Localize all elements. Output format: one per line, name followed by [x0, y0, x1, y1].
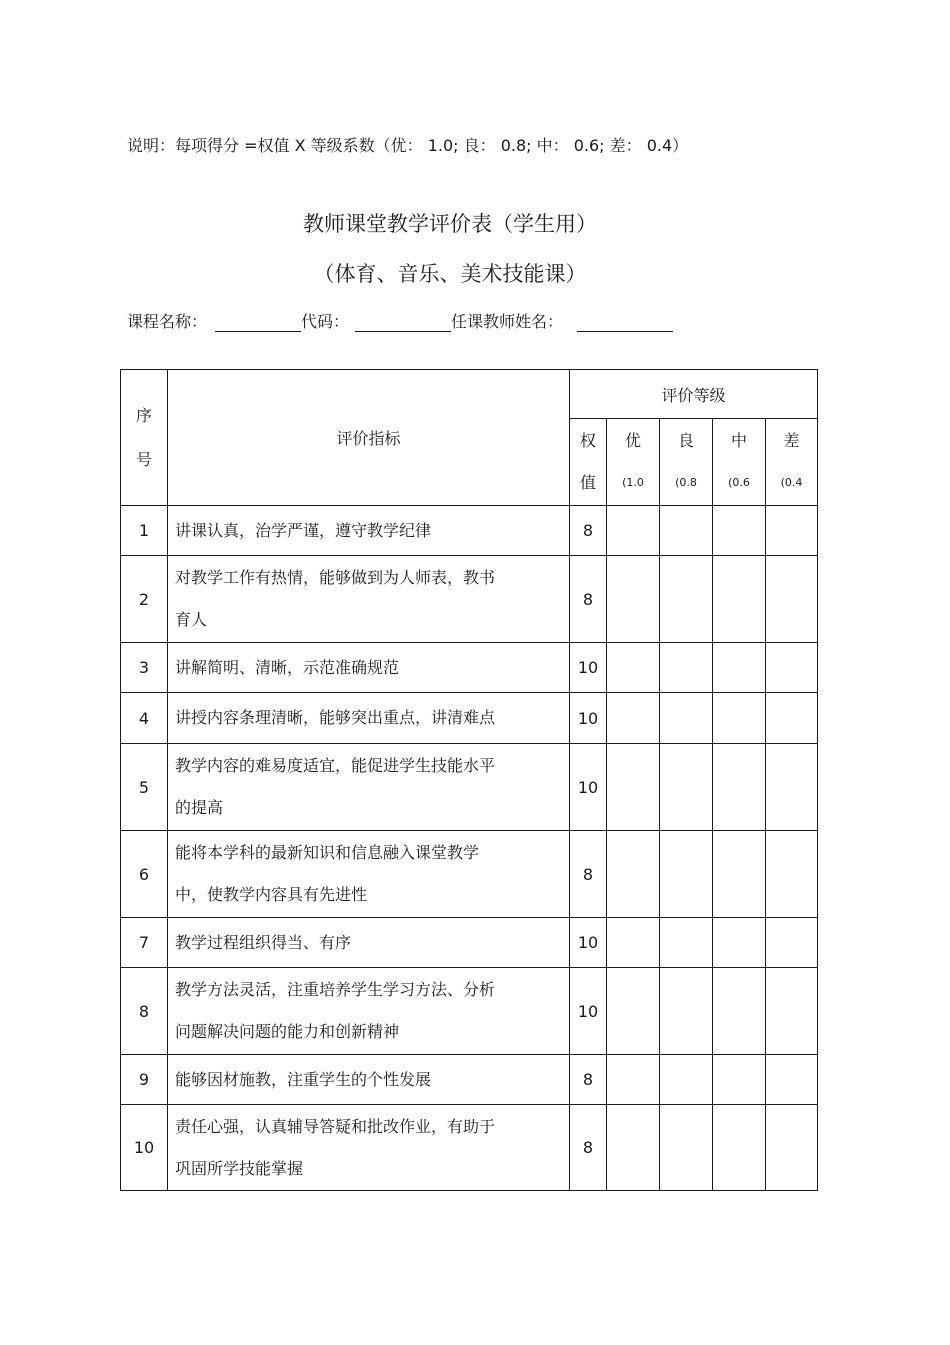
indicator-cell	[168, 643, 570, 693]
indicator-cell	[168, 968, 570, 1055]
weight-cell: 8	[570, 1055, 607, 1105]
grade-header-good: 良 (0.8	[660, 419, 713, 506]
grade-cell-fair[interactable]	[713, 968, 766, 1055]
grade-cell-excellent[interactable]	[607, 968, 660, 1055]
table-row	[121, 831, 818, 918]
teacher-name-blank[interactable]	[577, 313, 673, 332]
grade-cell-excellent[interactable]	[607, 556, 660, 643]
grade-cell-good[interactable]	[660, 556, 713, 643]
indicator-text-line: 能够因材施教，注重学生的个性发展	[175, 1069, 432, 1089]
course-name-blank[interactable]	[215, 313, 301, 332]
grade-cell-fair[interactable]	[713, 556, 766, 643]
row-number: 6	[121, 831, 168, 918]
weight-cell: 10	[570, 918, 607, 968]
grade-cell-poor[interactable]	[766, 506, 818, 556]
grade-cell-poor[interactable]	[766, 556, 818, 643]
grade-cell-poor[interactable]	[766, 643, 818, 693]
grade-cell-good[interactable]	[660, 968, 713, 1055]
grade-header-fair: 中 (0.6	[713, 419, 766, 506]
form-subtitle: （体育、音乐、美术技能课）	[313, 262, 587, 286]
indicator-text-line: 讲课认真，治学严谨，遵守教学纪律	[175, 520, 432, 540]
weight-cell: 10	[570, 744, 607, 831]
indicator-header: 评价指标	[168, 370, 570, 506]
row-number: 8	[121, 968, 168, 1055]
row-number: 2	[121, 556, 168, 643]
table-row	[121, 506, 818, 556]
course-name-label: 课程名称：	[127, 312, 208, 331]
rating-header: 评价等级	[570, 370, 818, 419]
weight-cell: 8	[570, 831, 607, 918]
row-number: 5	[121, 744, 168, 831]
code-label: 代码：	[301, 312, 350, 331]
indicator-text-line: 巩固所学技能掌握	[175, 1158, 304, 1178]
grade-cell-poor[interactable]	[766, 1105, 818, 1191]
row-number: 4	[121, 693, 168, 744]
grade-cell-excellent[interactable]	[607, 831, 660, 918]
indicator-cell	[168, 1055, 570, 1105]
indicator-cell	[168, 556, 570, 643]
teacher-name-label: 任课教师姓名：	[451, 312, 564, 331]
indicator-text-line: 对教学工作有热情，能够做到为人师表，教书	[175, 568, 496, 587]
row-number: 9	[121, 1055, 168, 1105]
grade-cell-good[interactable]	[660, 1105, 713, 1191]
table-row	[121, 744, 818, 831]
form-title: 教师课堂教学评价表（学生用）	[303, 212, 597, 236]
grade-cell-fair[interactable]	[713, 643, 766, 693]
grade-cell-fair[interactable]	[713, 744, 766, 831]
grade-cell-fair[interactable]	[713, 693, 766, 744]
weight-cell: 8	[570, 556, 607, 643]
weight-cell: 10	[570, 643, 607, 693]
indicator-text-line: 能将本学科的最新知识和信息融入课堂教学	[175, 843, 480, 862]
scoring-note: 说明：每项得分 =权值 X 等级系数（优： 1.0; 良： 0.8; 中： 0.6; 差： 0.4）	[127, 136, 689, 155]
grade-cell-excellent[interactable]	[607, 918, 660, 968]
grade-cell-good[interactable]	[660, 1055, 713, 1105]
grade-cell-good[interactable]	[660, 506, 713, 556]
table-row	[121, 968, 818, 1055]
grade-cell-poor[interactable]	[766, 693, 818, 744]
weight-header: 权 值	[570, 419, 607, 506]
grade-cell-excellent[interactable]	[607, 693, 660, 744]
indicator-text-line: 问题解决问题的能力和创新精神	[175, 1022, 400, 1041]
weight-cell: 8	[570, 506, 607, 556]
indicator-text-line: 教学方法灵活，注重培养学生学习方法、分析	[175, 980, 496, 999]
table-row	[121, 1105, 818, 1191]
grade-cell-fair[interactable]	[713, 918, 766, 968]
indicator-cell	[168, 831, 570, 918]
table-row	[121, 918, 818, 968]
grade-cell-excellent[interactable]	[607, 1105, 660, 1191]
row-number: 3	[121, 643, 168, 693]
seq-header: 序 号	[121, 370, 168, 506]
weight-cell: 10	[570, 968, 607, 1055]
indicator-text-line: 育人	[175, 610, 208, 629]
indicator-text-line: 责任心强，认真辅导答疑和批改作业，有助于	[175, 1116, 496, 1136]
table-row	[121, 693, 818, 744]
grade-cell-poor[interactable]	[766, 1055, 818, 1105]
indicator-cell	[168, 693, 570, 744]
grade-cell-good[interactable]	[660, 693, 713, 744]
indicator-text-line: 的提高	[175, 798, 224, 817]
code-blank[interactable]	[355, 313, 451, 332]
grade-cell-fair[interactable]	[713, 831, 766, 918]
course-info-line	[127, 309, 673, 332]
grade-cell-poor[interactable]	[766, 968, 818, 1055]
indicator-text-line: 讲解简明、清晰，示范准确规范	[175, 657, 400, 677]
table-row	[121, 556, 818, 643]
grade-cell-excellent[interactable]	[607, 1055, 660, 1105]
indicator-text-line: 教学过程组织得当、有序	[175, 932, 352, 952]
grade-cell-poor[interactable]	[766, 744, 818, 831]
grade-cell-fair[interactable]	[713, 506, 766, 556]
indicator-cell	[168, 918, 570, 968]
indicator-text-line: 讲授内容条理清晰，能够突出重点，讲清难点	[175, 708, 496, 727]
weight-cell: 10	[570, 693, 607, 744]
table-row	[121, 1055, 818, 1105]
evaluation-table	[120, 369, 818, 1191]
weight-cell: 8	[570, 1105, 607, 1191]
row-number: 1	[121, 506, 168, 556]
indicator-cell	[168, 506, 570, 556]
grade-header-poor: 差 (0.4	[766, 419, 818, 506]
grade-header-excellent: 优 (1.0	[607, 419, 660, 506]
indicator-cell	[168, 1105, 570, 1191]
grade-cell-excellent[interactable]	[607, 744, 660, 831]
grade-cell-excellent[interactable]	[607, 643, 660, 693]
grade-cell-poor[interactable]	[766, 918, 818, 968]
grade-cell-good[interactable]	[660, 744, 713, 831]
header-row-1	[121, 370, 818, 419]
row-number: 10	[121, 1105, 168, 1191]
row-number: 7	[121, 918, 168, 968]
grade-cell-good[interactable]	[660, 643, 713, 693]
indicator-text-line: 教学内容的难易度适宜，能促进学生技能水平	[175, 756, 496, 775]
grade-cell-good[interactable]	[660, 918, 713, 968]
grade-cell-fair[interactable]	[713, 1055, 766, 1105]
indicator-text-line: 中，使教学内容具有先进性	[175, 885, 368, 904]
grade-cell-good[interactable]	[660, 831, 713, 918]
indicator-cell	[168, 744, 570, 831]
grade-cell-poor[interactable]	[766, 831, 818, 918]
table-row	[121, 643, 818, 693]
grade-cell-fair[interactable]	[713, 1105, 766, 1191]
grade-cell-excellent[interactable]	[607, 506, 660, 556]
